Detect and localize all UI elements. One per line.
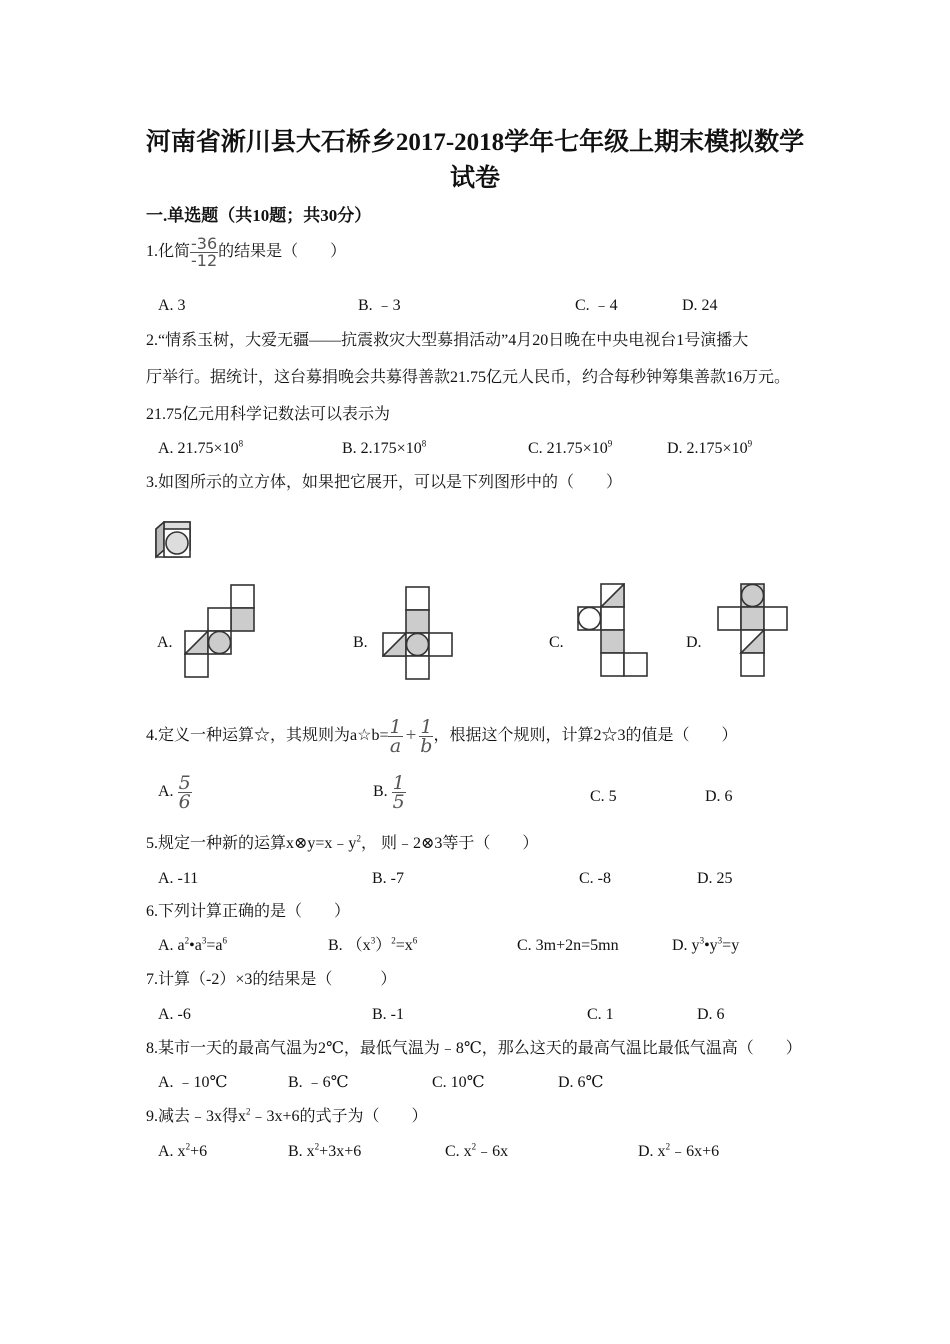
q6-d-3: =y [722,937,740,954]
q4-b-label: B. [373,783,388,800]
cube-figure [155,521,195,559]
q2-option-b [342,438,426,460]
q9-a-2: +6 [190,1143,208,1160]
q2-b-exp: 8 [421,438,427,449]
q5-option-d: D. 25 [697,870,733,887]
q9-a-exp: 2 [185,1141,191,1152]
section-heading: 一.单选题（共10题；共30分） [146,206,372,225]
question-1 [146,236,346,269]
q5-option-c: C. -8 [579,870,611,887]
q6-a-2: •a [189,937,202,954]
q6-b-e2: 2 [391,935,396,946]
q4-fraction-1 [388,715,402,757]
q2-option-c [528,438,612,460]
q4-option-d: D. 6 [705,788,733,805]
q2-line3: 21.75亿元用科学记数法可以表示为 [146,406,391,423]
net-a-face-1 [231,585,254,608]
q6-b-3: =x [395,937,413,954]
doc-title-line2: 试卷 [449,165,500,192]
q4-option-a [158,770,192,814]
q6-d-e2: 3 [717,935,723,946]
net-a-face-2 [231,608,254,631]
q9-text-1: 9.减去﹣3x得x [146,1108,247,1125]
net-b-face-1 [406,587,429,610]
q6-option-b [328,935,417,957]
question-3: 3.如图所示的立方体，如果把它展开，可以是下列图形中的（ ） [146,474,623,491]
q9-option-a [158,1141,207,1163]
q6-d-2: •y [704,937,718,954]
q9-b-2: +3x+6 [319,1143,362,1160]
q2-option-d [667,438,752,460]
doc-title-line1: 河南省淅川县大石桥乡2017-2018学年七年级上期末模拟数学 [145,129,805,156]
q4-option-c: C. 5 [590,788,617,805]
q1-suffix: 的结果是（ ） [218,243,347,261]
q4-plus: + [405,725,417,747]
q2-c-text: C. 21.75×10 [528,440,608,457]
q8-option-c: C. 10℃ [432,1074,485,1091]
q6-a-e3: 6 [222,935,227,946]
q4-b-fraction [392,771,406,813]
q4-a-num: 5 [178,771,191,794]
q9-c-1: C. x [445,1143,472,1160]
q9-c-2: ﹣6x [476,1143,509,1160]
cube-side-face [156,522,164,557]
net-d-face-3 [741,607,764,630]
q7-option-d: D. 6 [697,1006,725,1023]
q4-a-fraction [178,771,192,813]
q2-a-exp: 8 [238,438,244,449]
q5-text: 5.规定一种新的运算x⊗y=x﹣y [146,835,357,852]
q6-d-e1: 3 [699,935,705,946]
q6-a-e1: 2 [184,935,190,946]
q4-fraction-2 [419,715,433,757]
q9-option-c [445,1141,508,1163]
q2-c-exp: 9 [607,438,613,449]
q1-fraction [190,236,218,269]
q1-numerator: -36 [191,234,218,253]
net-c-figure [577,583,649,679]
q8-option-d: D. 6℃ [558,1074,604,1091]
q4-b-den: 5 [392,790,405,813]
q3-option-a-label: A. [157,634,173,651]
q9-option-b [288,1141,361,1163]
net-a-circle [209,632,231,654]
net-d-figure [717,583,791,679]
q3-option-d-label: D. [686,634,702,651]
net-b-circle [407,634,429,656]
net-c-face-3 [601,607,624,630]
q4-a-den: 6 [178,790,191,813]
q4-f1-num: 1 [389,715,402,738]
q1-option-c: C. ﹣4 [575,297,618,314]
q9-d-exp: 2 [665,1141,671,1152]
q9-a-1: A. x [158,1143,186,1160]
net-c-face-4 [601,630,624,653]
q7-option-b: B. -1 [372,1006,404,1023]
q9-exp: 2 [246,1106,251,1117]
net-c-circle [579,608,601,630]
q9-option-d [638,1141,719,1163]
net-d-face-4 [764,607,787,630]
q2-option-a [158,438,243,460]
net-b-figure [382,586,454,682]
q7-option-a: A. -6 [158,1006,191,1023]
net-a-figure [184,584,256,680]
q4-f2-num: 1 [420,715,433,738]
net-b-face-2 [406,610,429,633]
q6-b-1: B. （x [328,937,371,954]
q4-a-label: A. [158,783,174,800]
q6-option-c: C. 3m+2n=5mn [517,937,619,954]
q6-a-e2: 3 [201,935,207,946]
q5-exp: 2 [356,833,361,844]
question-7: 7.计算（-2）×3的结果是（ ） [146,971,397,988]
q3-option-c-label: C. [549,634,564,651]
question-6: 6.下列计算正确的是（ ） [146,903,351,920]
net-c-face-5 [601,653,624,676]
q1-denominator: -12 [191,251,218,270]
question-9 [146,1106,428,1128]
q1-prefix: 1.化简 [146,243,191,261]
q6-b-e3: 6 [412,935,418,946]
q6-b-e1: 3 [370,935,376,946]
q9-c-exp: 2 [471,1141,477,1152]
q4-option-b [373,770,406,814]
net-d-circle [742,585,764,607]
q5-option-b: B. -7 [372,870,404,887]
net-a-face-6 [185,654,208,677]
net-c-face-6 [624,653,647,676]
net-b-face-6 [406,656,429,679]
q6-a-3: =a [206,937,223,954]
q2-d-text: D. 2.175×10 [667,440,748,457]
q4-b-num: 1 [392,771,405,794]
cube-circle [166,532,188,554]
q1-option-d: D. 24 [682,297,718,314]
question-5 [146,833,538,855]
q8-option-b: B. ﹣6℃ [288,1074,349,1091]
q9-d-2: ﹣6x+6 [670,1143,720,1160]
q2-a-text: A. 21.75×10 [158,440,239,457]
q6-d-1: D. y [672,937,700,954]
q4-prefix: 4.定义一种运算☆，其规则为a☆b= [146,727,389,744]
q6-b-2: ） [375,937,392,954]
net-d-face-2 [718,607,741,630]
q8-option-a: A. ﹣10℃ [158,1074,228,1091]
q6-option-d [672,935,739,957]
q2-line2: 厅举行。据统计，这台募捐晚会共募得善款21.75亿元人民币，约合每秒钟筹集善款16万元。 [146,369,791,386]
q1-option-a: A. 3 [158,297,186,314]
q5-suffix: ， 则﹣2⊗3等于（ ） [360,835,539,852]
q9-b-exp: 2 [314,1141,320,1152]
q2-line1: 2.“情系玉树，大爱无疆——抗震救灾大型募捐活动”4月20日晚在中央电视台1号演播大 [146,332,749,349]
q9-d-1: D. x [638,1143,666,1160]
question-4 [146,710,737,762]
net-d-face-6 [741,653,764,676]
net-a-face-3 [208,608,231,631]
q6-option-a [158,935,227,957]
q2-b-text: B. 2.175×10 [342,440,422,457]
q4-suffix: ，根据这个规则，计算2☆3的值是（ ） [433,727,738,744]
q9-text-2: ﹣3x+6的式子为（ ） [250,1108,428,1125]
q6-a-1: A. a [158,937,185,954]
q9-b-1: B. x [288,1143,315,1160]
q7-option-c: C. 1 [587,1006,614,1023]
q4-f2-den: b [420,734,433,757]
net-b-face-5 [429,633,452,656]
q3-option-b-label: B. [353,634,368,651]
q1-option-b: B. ﹣3 [358,297,401,314]
question-8: 8.某市一天的最高气温为2℃，最低气温为﹣8℃，那么这天的最高气温比最低气温高（ ） [146,1040,802,1057]
q2-d-exp: 9 [747,438,753,449]
q5-option-a: A. -11 [158,870,199,887]
q4-f1-den: a [389,734,402,757]
